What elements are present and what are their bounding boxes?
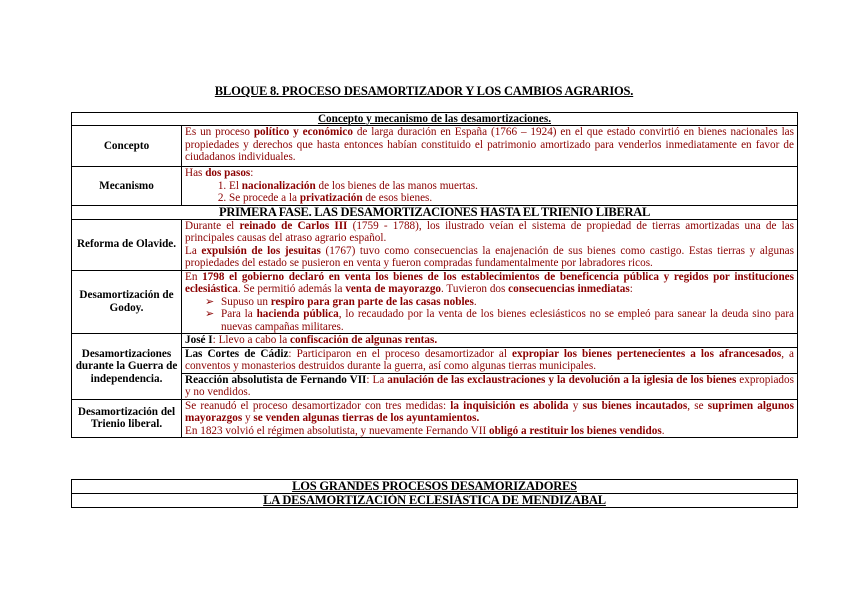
trienio-row bbox=[72, 399, 798, 438]
phase-header-row bbox=[72, 205, 798, 219]
godoy-consequences bbox=[185, 296, 794, 334]
trienio-text: Se reanudó el proceso desamortizador con tres medidas: la inquisición es abolida y sus bienes incautados, se suprimen algunos mayorazgos y se venden algunas tierras de los ayuntamientos. En 1823 volvió el régimen absolutista, y nuevamente Fernando VII obligó a restituir los bienes vendidos. bbox=[182, 399, 798, 438]
section-header-row bbox=[72, 494, 798, 508]
document-title: BLOQUE 8. PROCESO DESAMORTIZADOR Y LOS CAMBIOS AGRARIOS. bbox=[214, 84, 634, 98]
concepto-text: Es un proceso político y económico de larga duración en España (1766 – 1924) en el que estado convirtió en bienes nacionales las propiedades y derechos que hasta entonces habían constituido el patrimonio amortizado para venderlos inmediatamente en favor de ciudadanos individuales. bbox=[182, 126, 798, 167]
mecanismo-text: Has dos pasos: 1. El nacionalización de los bienes de las manos muertas. 2. Se procede a la privatización de esos bienes. bbox=[182, 167, 798, 206]
olavide-row bbox=[72, 219, 798, 270]
mecanismo-steps bbox=[185, 180, 794, 205]
section-header-row bbox=[72, 480, 798, 494]
guerra-row-1 bbox=[72, 334, 798, 348]
godoy-label: Desamortización de Godoy. bbox=[72, 270, 182, 334]
section-header: Concepto y mecanismo de las desamortizaciones. bbox=[72, 113, 798, 126]
list-item: 2. Se procede a la privatización de esos bienes. bbox=[229, 192, 794, 205]
olavide-label: Reforma de Olavide. bbox=[72, 219, 182, 270]
fernando-text: Reacción absolutista de Fernando VII: La anulación de las exclaustraciones y la devolución a la iglesia de los bienes expropiados y no vendidos. bbox=[182, 373, 798, 399]
mecanismo-label: Mecanismo bbox=[72, 167, 182, 206]
godoy-row bbox=[72, 270, 798, 334]
concepto-row bbox=[72, 126, 798, 167]
list-item: ➢ Supuso un respiro para gran parte de las casas nobles. bbox=[205, 295, 477, 308]
concepto-label: Concepto bbox=[72, 126, 182, 167]
mendizabal-table bbox=[71, 479, 798, 508]
olavide-text: Durante el reinado de Carlos III (1759 - 1788), los ilustrado veían el sistema de propiedad de tierras amortizadas una de las principales causas del atraso agrario español. La expulsión de los jesuitas (1767) tuvo como consecuencias la enajenación de sus bienes como castigo. Estas tierras y algunas propiedades del estado se pusieron en venta y fueron compradas fundamentalmente por labradores ricos. bbox=[182, 219, 798, 270]
arrow-bullet-icon: ➢ bbox=[205, 308, 215, 320]
list-item: ➢ Para la hacienda pública, lo recaudado por la venta de los bienes eclesiásticos no se empleó para sanear la deuda sino para nuevas campañas militares. bbox=[205, 308, 795, 333]
section2-header-1: LOS GRANDES PROCESOS DESAMORIZADORES bbox=[72, 480, 798, 494]
godoy-text: En 1798 el gobierno declaró en venta los bienes de los establecimientos de beneficencia pública y regidos por instituciones eclesiástica. Se permitió además la venta de mayorazgo. Tuvieron dos consecuencias inmediatas: ➢ Supuso un respiro para gran parte de las casas nobles. ➢ Para la hacienda pública, lo recaudado por la venta de los bienes eclesiásticos no se empleó para sanear la deuda sino para nuevas campañas militares. bbox=[182, 270, 798, 334]
guerra-label: Desamortizaciones durante la Guerra de independencia. bbox=[72, 334, 182, 400]
list-item: 1. El nacionalización de los bienes de las manos muertas. bbox=[229, 180, 794, 193]
trienio-label: Desamortización del Trienio liberal. bbox=[72, 399, 182, 438]
cadiz-text: Las Cortes de Cádiz: Participaron en el proceso desamortizador al expropiar los bienes pertenecientes a los afrancesados, a conventos y monasterios destruidos durante la guerra, así como algunas tierras municipales. bbox=[182, 347, 798, 373]
section-header-row bbox=[72, 113, 798, 126]
arrow-bullet-icon: ➢ bbox=[205, 295, 215, 308]
section2-header-2: LA DESAMORTIZACIÓN ECLESIÁSTICA DE MENDIZABAL bbox=[72, 494, 798, 508]
jose-text: José I: Llevo a cabo la confiscación de algunas rentas. bbox=[182, 334, 798, 348]
mecanismo-row bbox=[72, 167, 798, 206]
phase1-header: PRIMERA FASE. LAS DESAMORTIZACIONES HASTA EL TRIENIO LIBERAL bbox=[72, 205, 798, 219]
desamortizacion-table bbox=[71, 112, 798, 438]
